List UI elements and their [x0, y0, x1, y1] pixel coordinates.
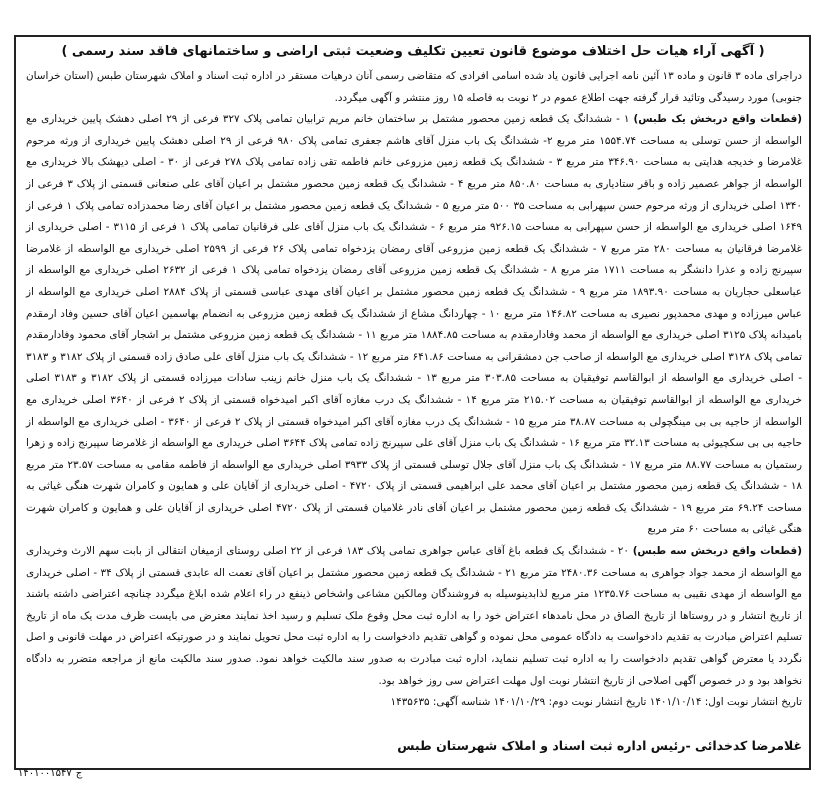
section-1-heading: (قطعات واقع دربخش یک طبس): [633, 113, 802, 126]
notice-code-number: ۱۴۰۱۰۰۱۵۴۷: [18, 768, 72, 779]
section-1-text: ۱ - ششدانگ یک قطعه زمین محصور مشتمل بر ساختمان خانم مریم ترابیان تمامی پلاک ۳۲۷ فرعی از ۲۹ اصلی دهشک پایین خریداری مع الواسطه از حسن توسلی به مساحت ۱۵۵۴.۷۴ متر مربع ۲- ششدانگ یک باب منزل آقای هاشم جعفری تمامی پلاک ۹۸۰ فرعی از ۲۹ اصلی دهشک پایین خریداری از ورثه مرحوم غلامرضا و خدیجه هدایتی به مساحت ۳۴۶.۹۰ متر مربع ۳ - ششدانگ یک قطعه زمین مزروعی خانم فاطمه تقی زاده تمامی پلاک ۲۷۸ فرعی از ۳۰ - اصلی دیهشک بالا خریداری مع الواسطه از جواهر عصمیر زاده و باقر ستادیاری به مساحت ۸۵۰.۸۰ متر مربع ۴ - ششدانگ یک قطعه زمین محصور مشتمل بر اعیان آقای علی صنعانی قسمتی از پلاک ۳ فرعی از ۱۳۴۰ اصلی خریداری از ورثه مرحوم حسن سپهرابی به مساحت ۳۵ ۵۰۰ متر مربع ۵ - ششدانگ یک قطعه زمین محصور مشتمل بر اعیان آقای رضا محمدزاده تمامی پلاک ۱ فرعی از ۱۶۴۹ اصلی خریداری مع الواسطه از حسن سپهرابی به مساحت ۹۲۶.۱۵ متر مربع ۶ - ششدانگ یک باب منزل آقای علی فرقانیان تمامی پلاک ۱ فرعی از ۳۱۱۵ - اصلی خریداری از غلامرضا فرقانیان به مساحت ۲۸۰ متر مربع ۷ - ششدانگ یک قطعه زمین مزروعی آقای رمضان یزدخواه تمامی پلاک ۲۶ فرعی از ۲۵۹۹ اصلی خریداری مع الواسطه از غلامرضا سپیرنج زاده و عذرا دانشگر به مساحت ۱۷۱۱ متر مربع ۸ - ششدانگ یک قطعه زمین مزروعی آقای رمضان یزدخواه تمامی پلاک ۱ فرعی از ۲۶۳۲ اصلی خریداری مع الواسطه از عباسعلی حجاریان به مساحت ۱۸۹۳.۹۰ متر مربع ۹ - ششدانگ یک قطعه زمین محصور مشتمل بر اعیان آقای مهدی عباسی قسمتی از پلاک ۲۸۸۴ اصلی خریداری مع الواسطه از عباس میرزاده و مهدی محمدپور نصیری به مساحت ۱۴۶.۸۲ متر مربع ۱۰ - چهاردانگ مشاع از ششدانگ یک قطعه زمین مزروعی به انضمام بهاسمین اعیان آقای حسین وفاد ارمقدم بامیدانه پلاک ۳۱۲۵ اصلی خریداری مع الواسطه از محمد وفادارمقدم به مساحت ۱۸۸۴.۸۵ متر مربع ۱۱ - ششدانگ یک قطعه زمین مزروعی مشتمل بر اشجار آقای محمود وفادارمقدم تمامی پلاک ۳۱۲۸ اصلی خریداری مع الواسطه از صاحب جن دمشقرانی به مساحت ۶۴۱.۸۶ متر مربع ۱۲ - ششدانگ یک باب منزل آقای علی صادق زاده قسمتی از پلاک ۳۱۸۲ و ۳۱۸۳ - اصلی خریداری مع الواسطه از ابوالقاسم توفیقیان به مساحت ۳۰۳.۸۵ متر مربع ۱۳ - ششدانگ یک باب منزل خانم زینب سادات میرزاده قسمتی از پلاک ۳۱۸۲ و ۳۱۸۳ اصلی خریداری مع الواسطه از ابوالقاسم توفیقیان به مساحت ۲۱۵.۰۲ متر مربع ۱۴ - ششدانگ یک درب مغازه آقای اکبر امیدخواه قسمتی از پلاک ۲ فرعی از ۳۶۴۰ اصلی خریداری مع الواسطه از حاجیه بی بی مینگچولی به مساحت ۳۸.۸۷ متر مربع ۱۵ - ششدانگ یک درب مغازه آقای اکبر امیدخواه قسمتی از پلاک ۲ فرعی از ۳۶۴۰ - اصلی خریداری مع الواسطه از حاجیه بی بی سکچیوئی به مساحت ۳۲.۱۳ متر مربع ۱۶ - ششدانگ یک باب منزل آقای علی سپیرنج زاده تمامی پلاک ۳۶۴۴ اصلی خریداری مع الواسطه از غلامرضا سپیرنج زاده و زهرا رستمیان به مساحت ۸۸.۷۷ متر مربع ۱۷ - ششدانگ یک باب منزل آقای جلال توسلی قسمتی از پلاک ۳۹۳۳ اصلی خریداری مع الواسطه از فاطمه مقامی به مساحت ۲۳.۵۷ متر مربع ۱۸ - ششدانگ یک قطعه زمین محصور مشتمل بر اعیان آقای محمد علی ابراهیمی قسمتی از پلاک ۴۷۲۰ - اصلی خریداری از آقایان علی و همایون و کامران شهرت هنگی غیاثی به مساحت ۶۹.۲۴ متر مربع ۱۹ - ششدانگ یک قطعه زمین محصور مشتمل بر اعیان آقای نادر غلامیان قسمتی از پلاک ۴۷۲۰ اصلی خریداری از آقایان علی و همایون و کامران شهرت هنگی غیاثی به مساحت ۶۰ متر مربع: [26, 113, 803, 536]
notice-code-suffix: ج: [75, 768, 83, 779]
section-3-paragraph: [26, 541, 802, 692]
section-1-paragraph: [26, 109, 802, 541]
publication-dates: تاریخ انتشار نوبت اول: ۱۴۰۱/۱۰/۱۴ تاریخ انتشار نوبت دوم: ۱۴۰۱/۱۰/۲۹ شناسه آگهی: ۱۴۳۵۶۳۵: [390, 696, 802, 709]
signature: غلامرضا کدخدائی -رئیس اداره ثبت اسناد و املاک شهرستان طبس: [397, 738, 802, 753]
notice-title: ( آگهی آراء هیات حل اختلاف موضوع قانون تعیین تکلیف وضعیت ثبتی اراضی و ساختمانهای فاقد سند رسمی ): [61, 44, 765, 59]
notice-code: [18, 768, 82, 779]
intro-paragraph: دراجرای ماده ۳ قانون و ماده ۱۳ آئین نامه اجرایی قانون یاد شده اسامی افرادی که متقاضی رسمی آنان درهیات مستقر در اداره ثبت اسناد و املاک شهرستان طبس (استان خراسان جنوبی) مورد رسیدگی وتائید قرار گرفته جهت اطلاع عموم در ۲ نوبت به فاصله ۱۵ روز منتشر و آگهی میگردد.: [26, 70, 802, 104]
section-3-heading: (قطعات واقع دربخش سه طبس): [632, 545, 802, 558]
section-3-text: ۲۰ - ششدانگ یک قطعه باغ آقای عباس جواهری تمامی پلاک ۱۸۳ فرعی از ۲۲ اصلی روستای ازمیغان انتقالی از بابت سهم الارث وخریداری مع الواسطه از محمد جواد جواهری به مساحت ۲۴۸۰.۳۶ متر مربع ۲۱ - ششدانگ یک قطعه زمین محصور مشتمل بر اعیان آقای نعمت اله عابدی قسمتی از پلاک ۳۴ - اصلی خریداری مع الواسطه از مهدی نقیبی به مساحت ۱۲۳۵.۷۶ متر مربع لذابدینوسیله به فروشندگان ومالکین مشاعی واشخاص ذینفع در راء اعلام شده ابلاغ میگردد چنانچه اعتراضی داشته باشند از تاریخ انتشار و در روستاها از تاریخ الصاق در محل نامدهاء اعتراض خود را به اداره ثبت محل وقوع ملک تسلیم و رسید اخذ نمایند معترض می بایست ظرف مدت یک ماه از تاریخ تسلیم اعتراض مبادرت به تقدیم دادخواست به دادگاه عمومی محل نموده و گواهی تقدیم دادخواست را به اداره ثبت محل تحویل نمایند و در صورتیکه اعتراض در مهلت قانونی و اصل نگردد یا معترض گواهی تقدیم دادخواست را به اداره ثبت تسلیم ننماید، اداره ثبت مبادرت به صدور سند مالکیت خواهد نمود. صدور سند مالکیت مانع از مراجعه متضرر به دادگاه نخواهد بود و در خصوص آگهی اصلاحی از تاریخ انتشار نوبت اول مهلت اعتراض سی روز خواهد بود.: [26, 545, 802, 687]
notice-body: [26, 66, 802, 714]
